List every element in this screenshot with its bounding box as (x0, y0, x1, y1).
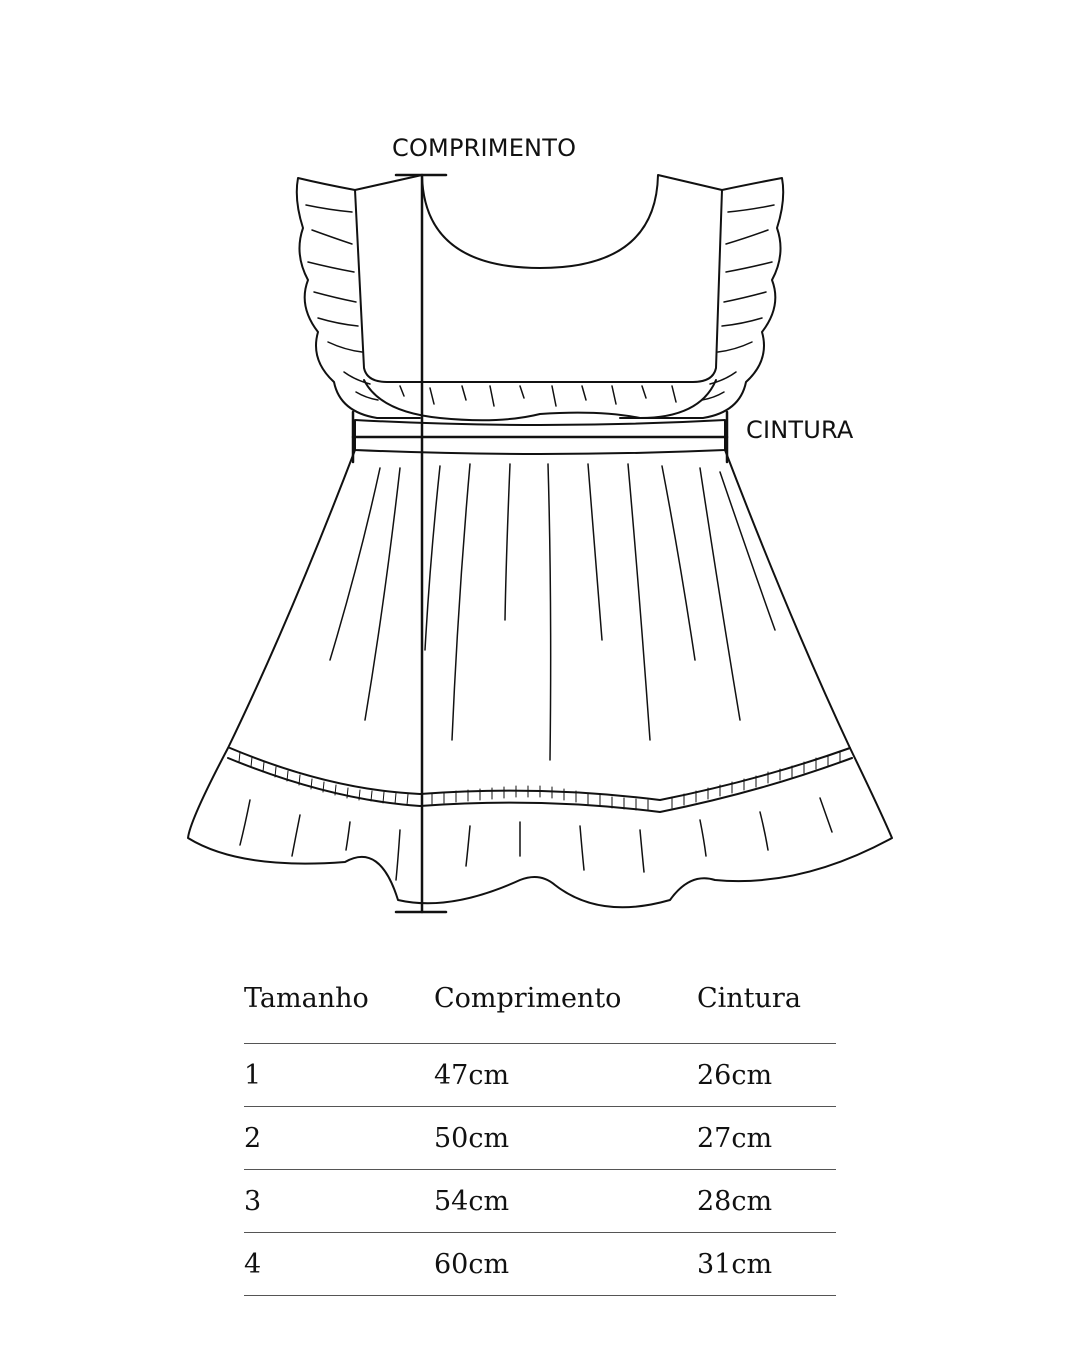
length-label: COMPRIMENTO (392, 134, 577, 162)
size-table (244, 983, 836, 1296)
cell-length: 54cm (434, 1186, 510, 1217)
header-waist: Cintura (697, 983, 801, 1014)
length-measurement-line (396, 175, 446, 912)
bib-ruffle (364, 380, 716, 420)
cell-length: 60cm (434, 1249, 510, 1280)
cell-size: 2 (244, 1123, 262, 1154)
cell-size: 4 (244, 1249, 262, 1280)
header-length: Comprimento (434, 983, 622, 1014)
lace-trim-bottom (228, 758, 852, 812)
cell-waist: 31cm (697, 1249, 773, 1280)
cell-size: 3 (244, 1186, 262, 1217)
table-row (244, 1107, 836, 1170)
bodice-outline (355, 175, 722, 382)
cell-size: 1 (244, 1060, 262, 1091)
right-ruffle-gathers (702, 205, 774, 400)
bib-ruffle-gathers (400, 386, 676, 406)
table-row (244, 1170, 836, 1233)
skirt-outline (188, 450, 892, 907)
waist-label: CINTURA (746, 416, 854, 444)
cell-waist: 26cm (697, 1060, 773, 1091)
skirt-gathers (330, 464, 775, 760)
header-size: Tamanho (244, 983, 369, 1014)
table-row (244, 1233, 836, 1296)
hem-ruffle-gathers (240, 798, 832, 880)
cell-waist: 27cm (697, 1123, 773, 1154)
cell-length: 50cm (434, 1123, 510, 1154)
cell-waist: 28cm (697, 1186, 773, 1217)
table-header-row (244, 983, 836, 1044)
table-row (244, 1044, 836, 1107)
left-ruffle-gathers (306, 205, 378, 400)
cell-length: 47cm (434, 1060, 510, 1091)
